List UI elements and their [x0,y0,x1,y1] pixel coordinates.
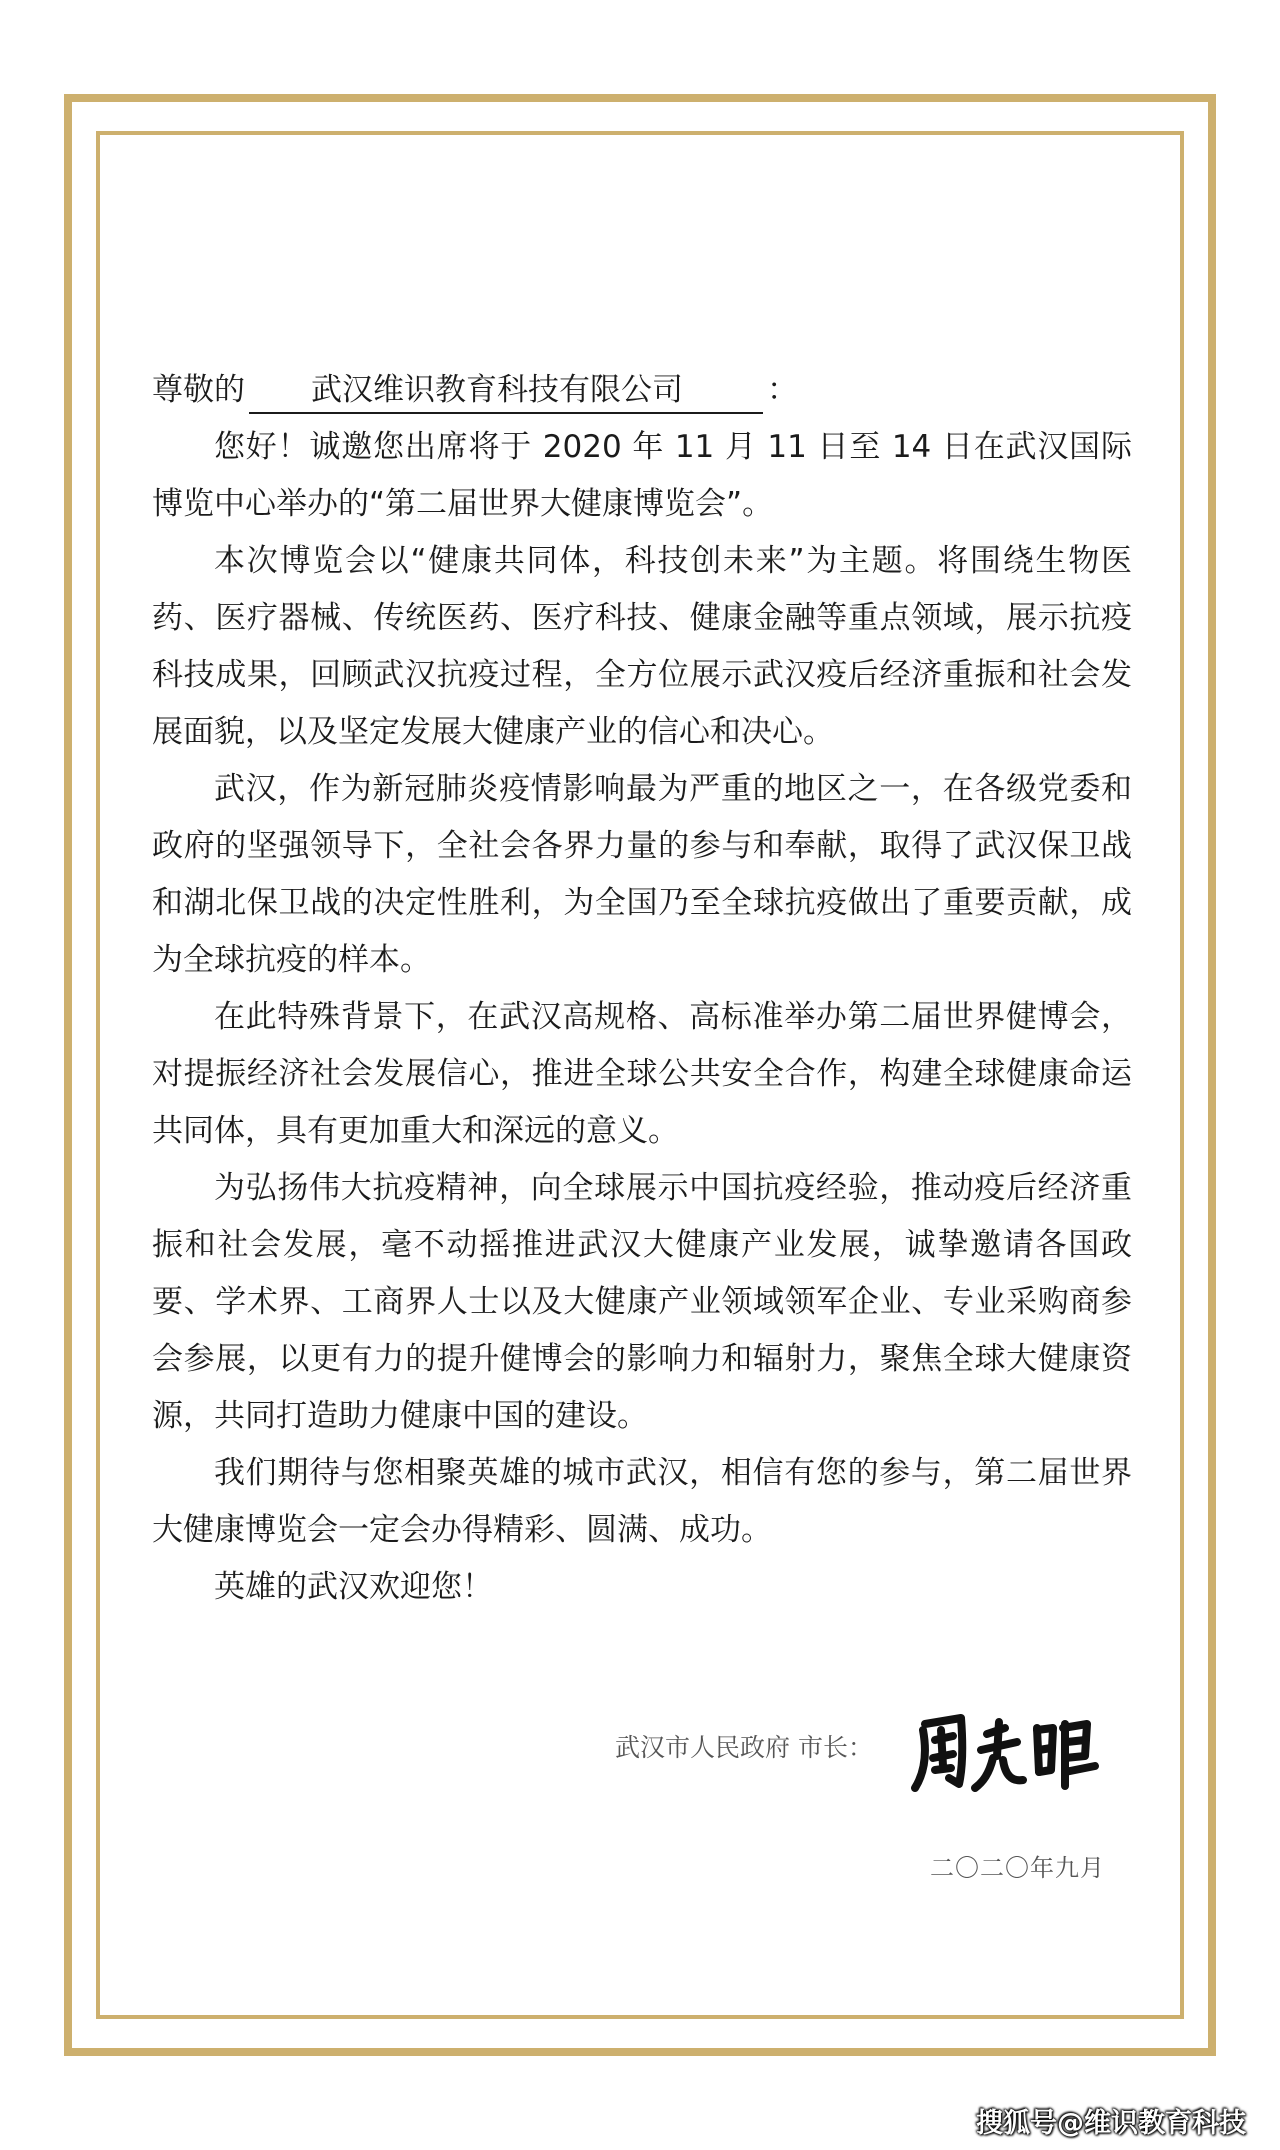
paragraph-background: 在此特殊背景下，在武汉高规格、高标准举办第二届世界健博会，对提振经济社会发展信心，推进全球公共安全合作，构建全球健康命运共同体，具有更加重大和深远的意义。 [152,999,1132,1149]
handwritten-signature-icon [905,1700,1105,1800]
salutation [152,362,1132,419]
recipient-name: 武汉维识教育科技有限公司 [249,368,763,414]
signer-title: 武汉市人民政府 市长： [615,1733,873,1762]
source-watermark: 搜狐号@维识教育科技 [976,2108,1246,2139]
paragraph-invitation: 为弘扬伟大抗疫精神，向全球展示中国抗疫经验，推动疫后经济重振和社会发展，毫不动摇推进武汉大健康产业发展，诚挚邀请各国政要、学术界、工商界人士以及大健康产业领域领军企业、专业采购商参会参展，以更有力的提升健博会的影响力和辐射力，聚焦全球大健康资源，共同打造助力健康中国的建设。 [152,1170,1132,1434]
paragraph-theme: 本次博览会以“健康共同体，科技创未来”为主题。将围绕生物医药、医疗器械、传统医药、医疗科技、健康金融等重点领域，展示抗疫科技成果，回顾武汉抗疫过程，全方位展示武汉疫后经济重振和社会发展面貌，以及坚定发展大健康产业的信心和决心。 [152,543,1132,750]
invitation-letter [152,362,1132,1616]
salutation-suffix: ： [767,372,798,408]
letter-date: 二〇二〇年九月 [930,1854,1105,1882]
salutation-prefix: 尊敬的 [152,372,245,408]
paragraph-expectation: 我们期待与您相聚英雄的城市武汉，相信有您的参与，第二届世界大健康博览会一定会办得精彩、圆满、成功。 [152,1455,1132,1548]
signature-block [615,1700,1115,1800]
paragraph-greeting: 您好！诚邀您出席将于 2020 年 11 月 11 日至 14 日在武汉国际博览中心举办的“第二届世界大健康博览会”。 [152,429,1132,522]
paragraph-wuhan: 武汉，作为新冠肺炎疫情影响最为严重的地区之一，在各级党委和政府的坚强领导下，全社会各界力量的参与和奉献，取得了武汉保卫战和湖北保卫战的决定性胜利，为全国乃至全球抗疫做出了重要贡献，成为全球抗疫的样本。 [152,771,1132,978]
paragraph-welcome: 英雄的武汉欢迎您！ [214,1569,493,1605]
